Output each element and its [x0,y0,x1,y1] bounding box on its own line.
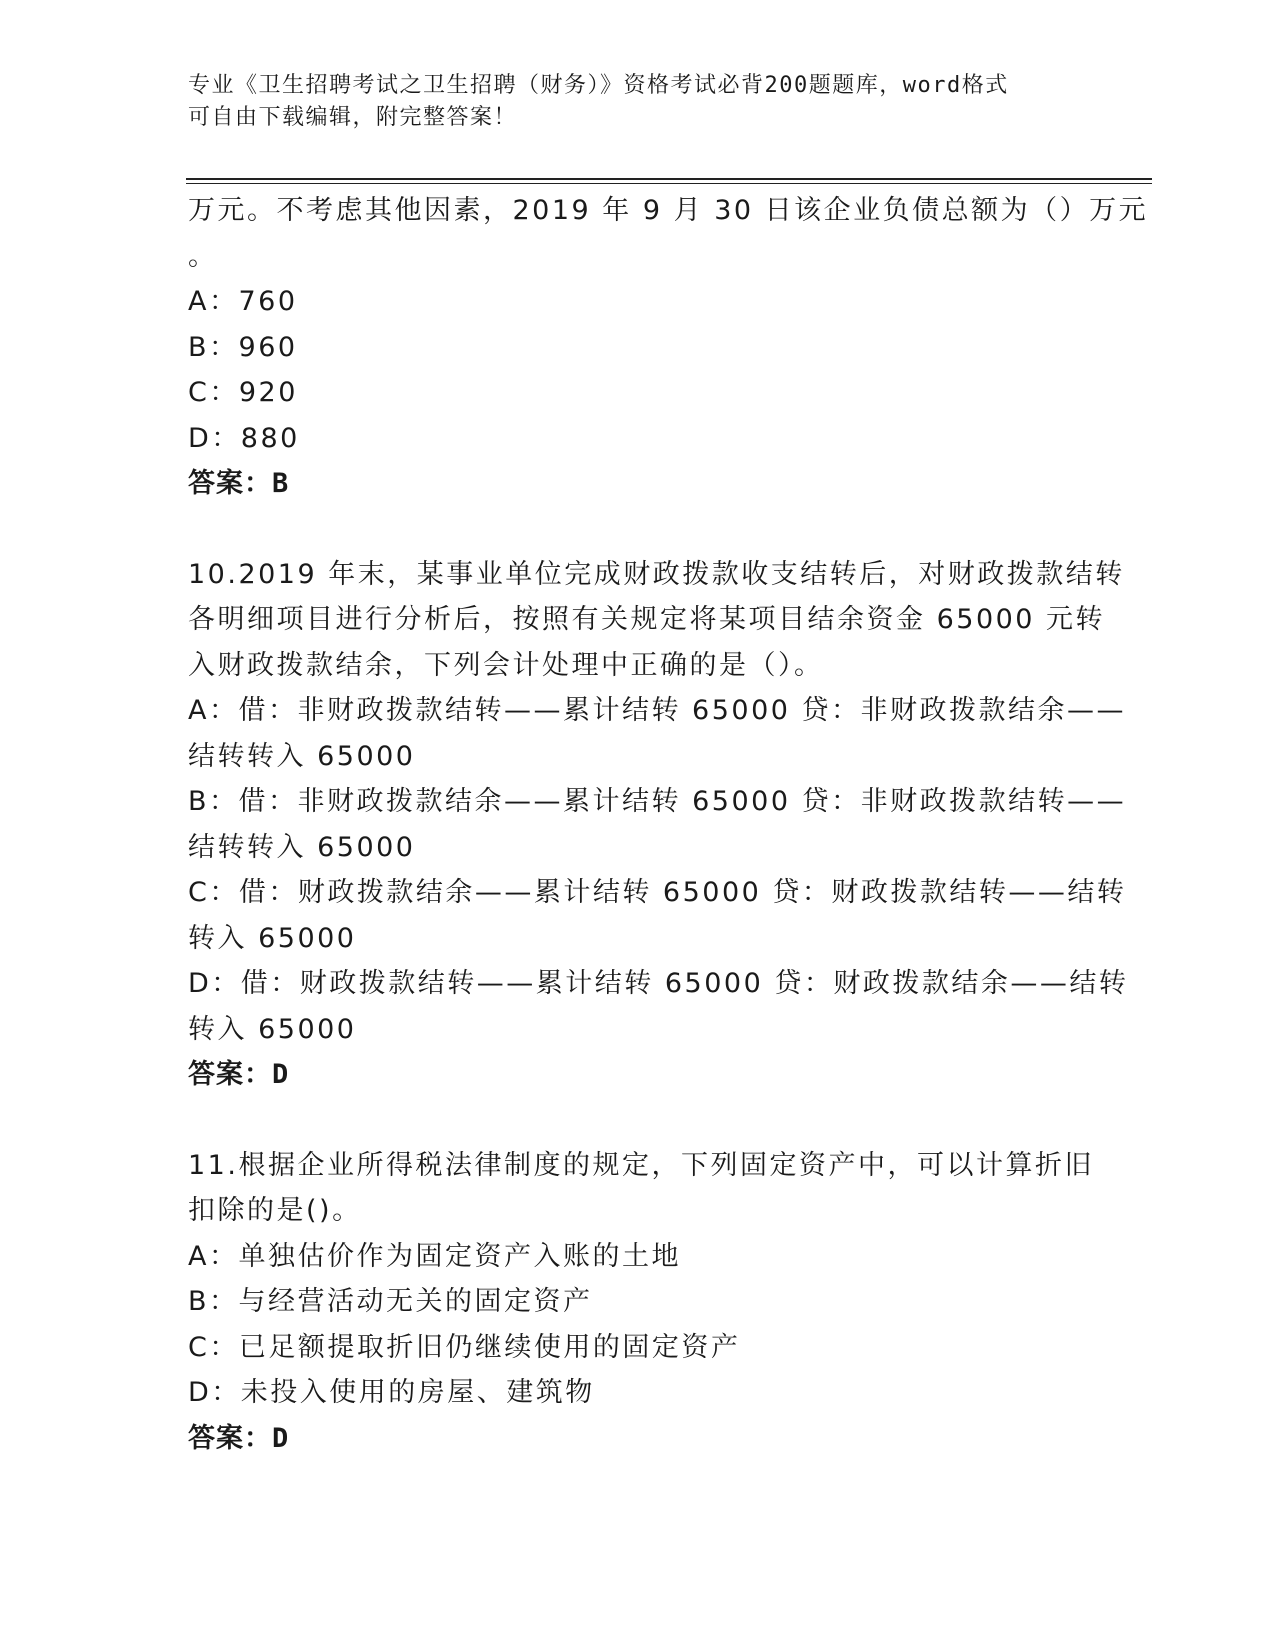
question-list [188,188,1149,1461]
option-a: A：单独估价作为固定资产入账的土地 [188,1240,681,1272]
question-stem-line: 扣除的是()。 [188,1195,362,1226]
question-stem-line: 各明细项目进行分析后，按照有关规定将某项目结余资金 65000 元转 [188,604,1106,635]
question-9 [188,188,1149,507]
question-10 [188,552,1129,1098]
option-c-cont: 转入 65000 [188,922,357,954]
option-b: B：960 [188,331,298,363]
option-d-cont: 转入 65000 [188,1013,357,1045]
answer: 答案：B [188,468,290,499]
header-line-1: 专业《卫生招聘考试之卫生招聘（财务）》资格考试必背200题题库，word格式 [188,73,1009,98]
question-stem-line: 。 [188,240,218,272]
question-stem-line: 入财政拨款结余，下列会计处理中正确的是（）。 [188,649,824,681]
option-b: B：与经营活动无关的固定资产 [188,1286,593,1317]
question-stem-line: 11.根据企业所得税法律制度的规定，下列固定资产中，可以计算折旧 [188,1149,1094,1181]
spacer [188,507,1088,552]
question-11 [188,1143,1094,1462]
option-a: A：760 [188,286,298,317]
option-c: C：已足额提取折旧仍继续使用的固定资产 [188,1331,741,1363]
spacer [188,1098,1088,1143]
option-d: D：未投入使用的房屋、建筑物 [188,1377,595,1408]
question-stem-line: 10.2019 年末，某事业单位完成财政拨款收支结转后，对财政拨款结转 [188,558,1125,590]
option-c: C：920 [188,377,298,408]
header-line-2: 可自由下载编辑，附完整答案！ [188,105,518,130]
page-header [188,70,1068,134]
option-a-cont: 结转转入 65000 [188,740,416,772]
option-b: B：借：非财政拨款结余——累计结转 65000 贷：非财政拨款结转—— [188,786,1127,817]
option-b-cont: 结转转入 65000 [188,831,416,863]
answer: 答案：D [188,1422,290,1454]
option-a: A：借：非财政拨款结转——累计结转 65000 贷：非财政拨款结余—— [188,695,1127,726]
header-divider-thin [186,183,1152,184]
question-stem-line: 万元。不考虑其他因素，2019 年 9 月 30 日该企业负债总额为（）万元 [188,195,1149,226]
option-d: D：880 [188,422,300,454]
answer: 答案：D [188,1059,290,1090]
option-d: D：借：财政拨款结转——累计结转 65000 贷：财政拨款结余——结转 [188,968,1129,999]
header-divider [186,178,1152,180]
option-c: C：借：财政拨款结余——累计结转 65000 贷：财政拨款结转——结转 [188,877,1127,908]
